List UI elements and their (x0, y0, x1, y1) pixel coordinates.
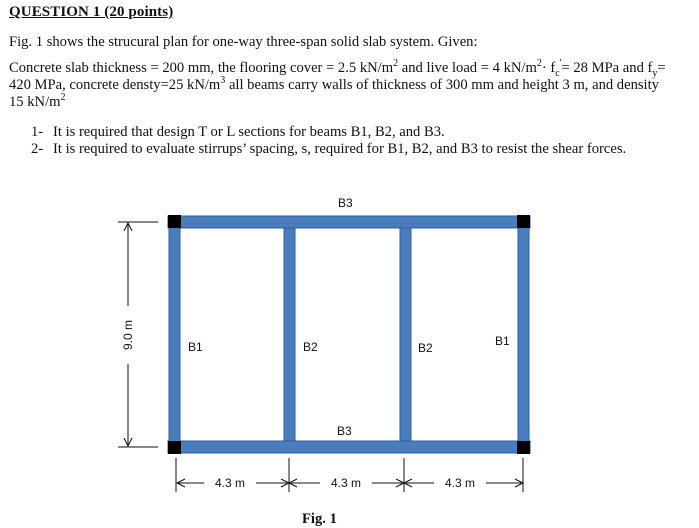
task-number: 1- (31, 124, 44, 140)
given-data: Concrete slab thickness = 200 mm, the flooring cover = 2.5 $kN/m^2$ and live load = 4 $kN/m^2\cdot f_c'= 28$ MPa and $f_y= 420$ MPa, concrete densty=25 $kN/m^3$ all beams carry walls of thickness of 300 mm and height 3 m, and density 15 $kN/m^2$ (9, 58, 666, 110)
beam-b3-top (168, 216, 530, 228)
dim-span3-label: 4.3 m (444, 476, 476, 490)
columns (168, 215, 530, 454)
beam-b3-bottom (168, 441, 530, 453)
task-number: 2- (31, 141, 44, 157)
column-bottom-left (168, 441, 181, 454)
beam-b2-left (284, 228, 295, 441)
label-b2-left: B2 (303, 340, 318, 354)
beam-b1-right (518, 216, 529, 453)
label-b2-right: B2 (418, 341, 433, 355)
intro-text: Fig. 1 shows the strucural plan for one-way three-span solid slab system. Given: (9, 34, 478, 50)
column-top-right (517, 215, 530, 228)
beam-b1-left (169, 216, 180, 453)
label-b1-right: B1 (495, 334, 510, 348)
beams (168, 216, 530, 453)
beam-b2-right (400, 228, 411, 441)
task-text: It is required to evaluate stirrups’ spacing, s, required for B1, B2, and B3 to resist the shear forces. (53, 141, 627, 157)
question-title: QUESTION 1 (20 points) (9, 4, 174, 20)
label-b1-left: B1 (188, 340, 203, 354)
dim-span2-label: 4.3 m (330, 476, 362, 490)
figure-caption: Fig. 1 (302, 511, 337, 527)
column-top-left (168, 215, 181, 228)
dim-span1-label: 4.3 m (214, 476, 246, 490)
dim-height-label: 9.0 m (121, 319, 135, 351)
label-b3-bottom: B3 (337, 424, 352, 438)
beam-labels (188, 196, 510, 438)
column-bottom-right (517, 441, 530, 454)
label-b3-top: B3 (338, 196, 353, 210)
task-text: It is required that design T or L sections for beams B1, B2, and B3. (53, 124, 445, 140)
